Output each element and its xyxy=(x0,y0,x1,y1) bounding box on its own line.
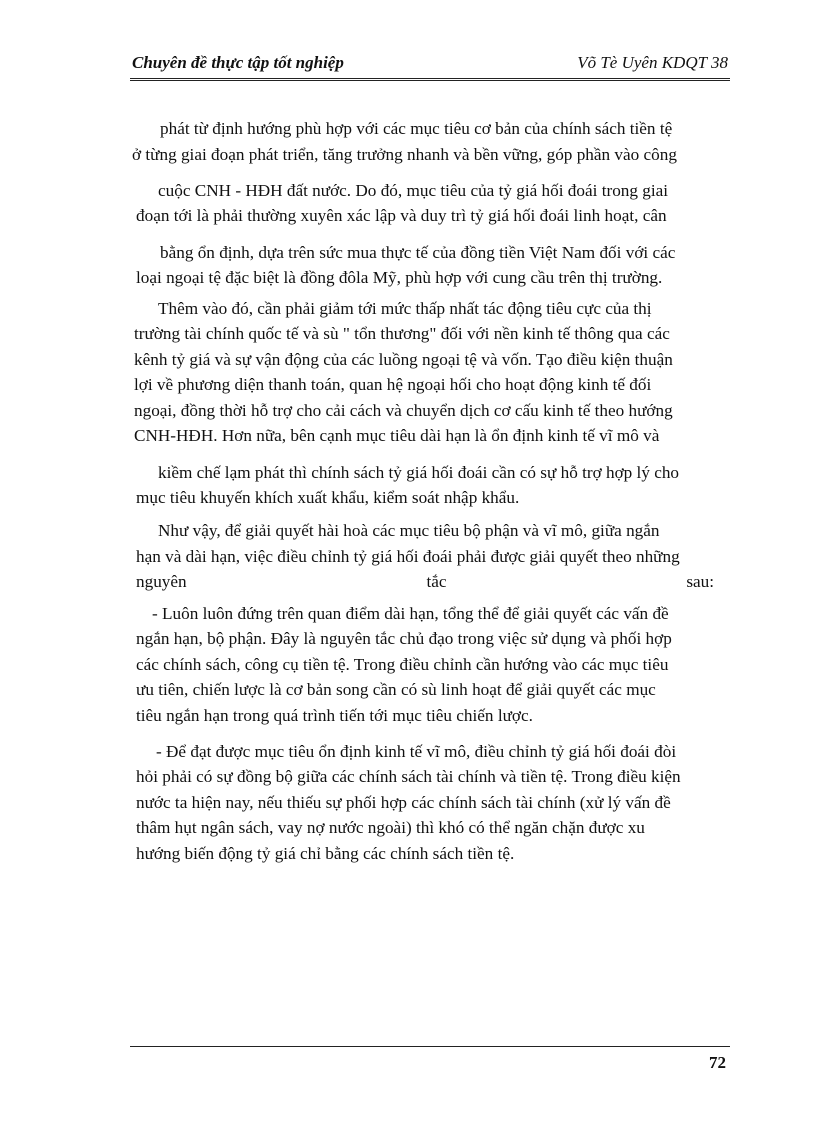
text-line: mục tiêu khuyến khích xuất khẩu, kiểm soát nhập khẩu. xyxy=(136,488,520,507)
text-line: nước ta hiện nay, nếu thiếu sự phối hợp các chính sách tài chính (xử lý vấn đề xyxy=(136,793,671,812)
page-number: 72 xyxy=(709,1053,726,1072)
text-line: - Để đạt được mục tiêu ổn định kinh tế vĩ mô, điều chỉnh tỷ giá hối đoái đòi xyxy=(156,742,677,761)
page-footer xyxy=(130,1046,730,1072)
text-line: hướng biến động tỷ giá chỉ bằng các chính sách tiền tệ. xyxy=(136,844,515,863)
text-word: tắc xyxy=(426,572,447,591)
text-line: bằng ổn định, dựa trên sức mua thực tế của đồng tiền Việt Nam đối với các xyxy=(160,243,676,262)
text-line: lợi về phương diện thanh toán, quan hệ ngoại hối cho hoạt động kinh tế đối xyxy=(134,375,652,394)
text-line: loại ngoại tệ đặc biệt là đồng đôla Mỹ, phù hợp với cung cầu trên thị trường. xyxy=(136,268,663,287)
text-line: ngắn hạn, bộ phận. Đây là nguyên tắc chủ đạo trong việc sử dụng và phối hợp xyxy=(136,629,672,648)
text-word: nguyên xyxy=(136,572,187,591)
text-line: hạn và dài hạn, việc điều chỉnh tỷ giá hối đoái phải được giải quyết theo những xyxy=(136,547,680,566)
page-header xyxy=(130,50,730,81)
text-line: Thêm vào đó, cần phải giảm tới mức thấp nhất tác động tiêu cực của thị xyxy=(158,299,652,318)
author-label: Võ Tè Uyên KDQT 38 xyxy=(577,53,728,72)
text-line: kiềm chế lạm phát thì chính sách tỷ giá hối đoái cần có sự hỗ trợ hợp lý cho xyxy=(158,463,680,482)
text-line: thâm hụt ngân sách, vay nợ nước ngoài) thì khó có thể ngăn chặn được xu xyxy=(136,818,645,837)
text-line: cuộc CNH - HĐH đất nước. Do đó, mục tiêu của tỷ giá hối đoái trong giai xyxy=(158,181,669,200)
text-line: đoạn tới là phải thường xuyên xác lập và duy trì tỷ giá hối đoái linh hoạt, cân xyxy=(136,206,667,225)
text-line: tiêu ngắn hạn trong quá trình tiến tới mục tiêu chiến lược. xyxy=(136,706,533,725)
text-line: hỏi phải có sự đồng bộ giữa các chính sách tài chính và tiền tệ. Trong điều kiện xyxy=(136,767,681,786)
text-line: Như vậy, để giải quyết hài hoà các mục tiêu bộ phận và vĩ mô, giữa ngắn xyxy=(158,521,660,540)
text-line: trường tài chính quốc tế và sù " tổn thương" đối với nền kinh tế thông qua các xyxy=(134,324,670,343)
text-line xyxy=(136,571,714,593)
text-line: ưu tiên, chiến lược là cơ bản song cần có sù linh hoạt để giải quyết các mục xyxy=(136,680,656,699)
document-title: Chuyên đề thực tập tốt nghiệp xyxy=(132,53,344,72)
text-line: - Luôn luôn đứng trên quan điểm dài hạn, tổng thể để giải quyết các vấn đề xyxy=(152,604,669,623)
text-line: ngoại, đồng thời hỗ trợ cho cải cách và chuyển dịch cơ cấu kinh tế theo hướng xyxy=(134,401,673,420)
text-line: CNH-HĐH. Hơn nữa, bên cạnh mục tiêu dài hạn là ổn định kinh tế vĩ mô và xyxy=(134,426,660,445)
text-line: ở từng giai đoạn phát triển, tăng trưởng nhanh và bền vững, góp phần vào công xyxy=(132,145,677,164)
text-line: kênh tỷ giá và sự vận động của các luồng ngoại tệ và vốn. Tạo điều kiện thuận xyxy=(134,350,673,369)
text-word: sau: xyxy=(686,572,714,591)
text-line: các chính sách, công cụ tiền tệ. Trong điều chỉnh cần hướng vào các mục tiêu xyxy=(136,655,669,674)
text-line: phát từ định hướng phù hợp với các mục tiêu cơ bản của chính sách tiền tệ xyxy=(160,119,673,138)
